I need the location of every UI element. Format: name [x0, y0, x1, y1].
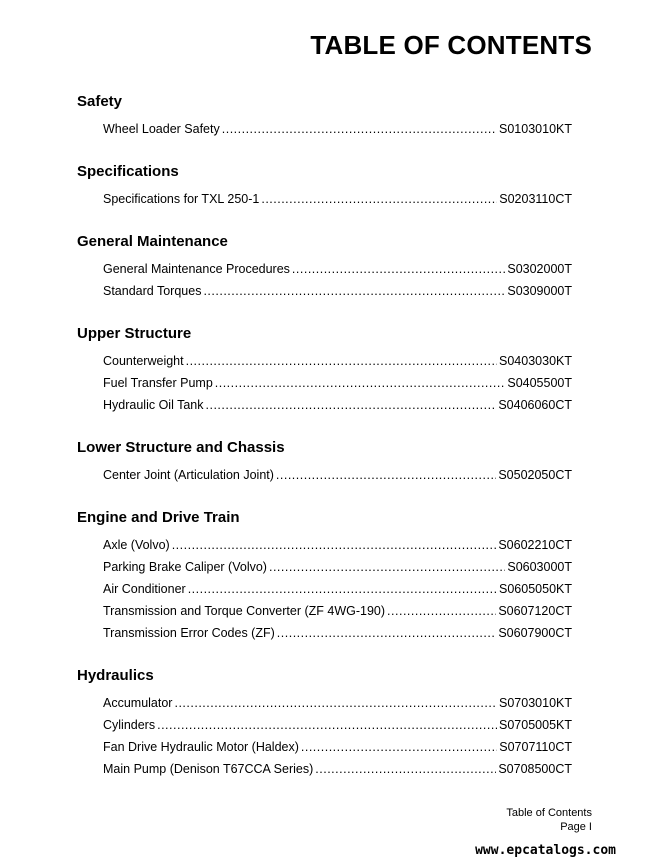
dot-leader [172, 534, 497, 556]
entry-title: Transmission Error Codes (ZF) [103, 626, 275, 640]
watermark-url: www.epcatalogs.com [475, 843, 616, 858]
toc-section [77, 666, 574, 780]
toc-entry[interactable] [103, 556, 572, 578]
entry-code: S0405500T [507, 376, 572, 390]
toc-entry[interactable] [103, 394, 572, 416]
entry-code: S0502050CT [498, 468, 572, 482]
entry-title: General Maintenance Procedures [103, 262, 290, 276]
dot-leader [186, 350, 497, 372]
entry-code: S0103010KT [499, 122, 572, 136]
dot-leader [261, 188, 497, 210]
toc-entry[interactable] [103, 188, 572, 210]
toc-entry[interactable] [103, 714, 572, 736]
entry-code: S0203110CT [499, 192, 572, 206]
dot-leader [315, 758, 496, 780]
dot-leader [215, 372, 506, 394]
dot-leader [301, 736, 497, 758]
entry-title: Center Joint (Articulation Joint) [103, 468, 274, 482]
entry-code: S0309000T [507, 284, 572, 298]
toc-entry[interactable] [103, 758, 572, 780]
toc-section [77, 162, 574, 210]
entry-code: S0403030KT [499, 354, 572, 368]
entry-code: S0607120CT [498, 604, 572, 618]
entry-title: Fan Drive Hydraulic Motor (Haldex) [103, 740, 299, 754]
footer-doc-title: Table of Contents [506, 807, 592, 819]
entry-title: Standard Torques [103, 284, 202, 298]
toc-entry[interactable] [103, 118, 572, 140]
entry-code: S0607900CT [498, 626, 572, 640]
toc-section [77, 324, 574, 416]
footer-page-number: Page I [560, 821, 592, 833]
entry-title: Parking Brake Caliper (Volvo) [103, 560, 267, 574]
entry-code: S0703010KT [499, 696, 572, 710]
dot-leader [269, 556, 505, 578]
section-heading: Safety [77, 93, 123, 110]
toc-entry[interactable] [103, 600, 572, 622]
dot-leader [387, 600, 496, 622]
entry-title: Air Conditioner [103, 582, 186, 596]
section-heading: Hydraulics [77, 667, 154, 684]
entry-title: Specifications for TXL 250-1 [103, 192, 260, 206]
toc-entry[interactable] [103, 372, 572, 394]
toc-section [77, 438, 574, 486]
dot-leader [157, 714, 497, 736]
dot-leader [188, 578, 497, 600]
toc-entry[interactable] [103, 350, 572, 372]
dot-leader [174, 692, 497, 714]
entry-title: Wheel Loader Safety [103, 122, 220, 136]
table-of-contents [77, 92, 574, 802]
dot-leader [206, 394, 497, 416]
entry-code: S0406060CT [498, 398, 572, 412]
toc-entry[interactable] [103, 736, 572, 758]
dot-leader [222, 118, 497, 140]
toc-entry[interactable] [103, 258, 572, 280]
dot-leader [276, 464, 496, 486]
entry-title: Cylinders [103, 718, 156, 732]
section-heading: Lower Structure and Chassis [77, 439, 285, 456]
section-heading: Specifications [77, 163, 179, 180]
dot-leader [277, 622, 497, 644]
entry-title: Counterweight [103, 354, 184, 368]
entry-code: S0302000T [507, 262, 572, 276]
toc-section [77, 92, 574, 140]
entry-code: S0705005KT [499, 718, 572, 732]
section-heading: General Maintenance [77, 233, 228, 250]
toc-section [77, 508, 574, 644]
section-heading: Upper Structure [77, 325, 192, 342]
dot-leader [203, 280, 505, 302]
entry-code: S0708500CT [498, 762, 572, 776]
toc-entry[interactable] [103, 578, 572, 600]
toc-entry[interactable] [103, 280, 572, 302]
entry-title: Main Pump (Denison T67CCA Series) [103, 762, 314, 776]
entry-code: S0707110CT [499, 740, 572, 754]
entry-code: S0603000T [507, 560, 572, 574]
entry-title: Accumulator [103, 696, 173, 710]
entry-code: S0602210CT [498, 538, 572, 552]
toc-entry[interactable] [103, 622, 572, 644]
entry-title: Transmission and Torque Converter (ZF 4WG-190) [103, 604, 386, 618]
page-title: TABLE OF CONTENTS [310, 30, 592, 60]
toc-section [77, 232, 574, 302]
entry-title: Axle (Volvo) [103, 538, 170, 552]
toc-entry[interactable] [103, 534, 572, 556]
entry-code: S0605050KT [499, 582, 572, 596]
toc-entry[interactable] [103, 692, 572, 714]
section-heading: Engine and Drive Train [77, 509, 240, 526]
entry-title: Fuel Transfer Pump [103, 376, 213, 390]
toc-entry[interactable] [103, 464, 572, 486]
page-footer [506, 806, 592, 834]
entry-title: Hydraulic Oil Tank [103, 398, 204, 412]
dot-leader [292, 258, 505, 280]
